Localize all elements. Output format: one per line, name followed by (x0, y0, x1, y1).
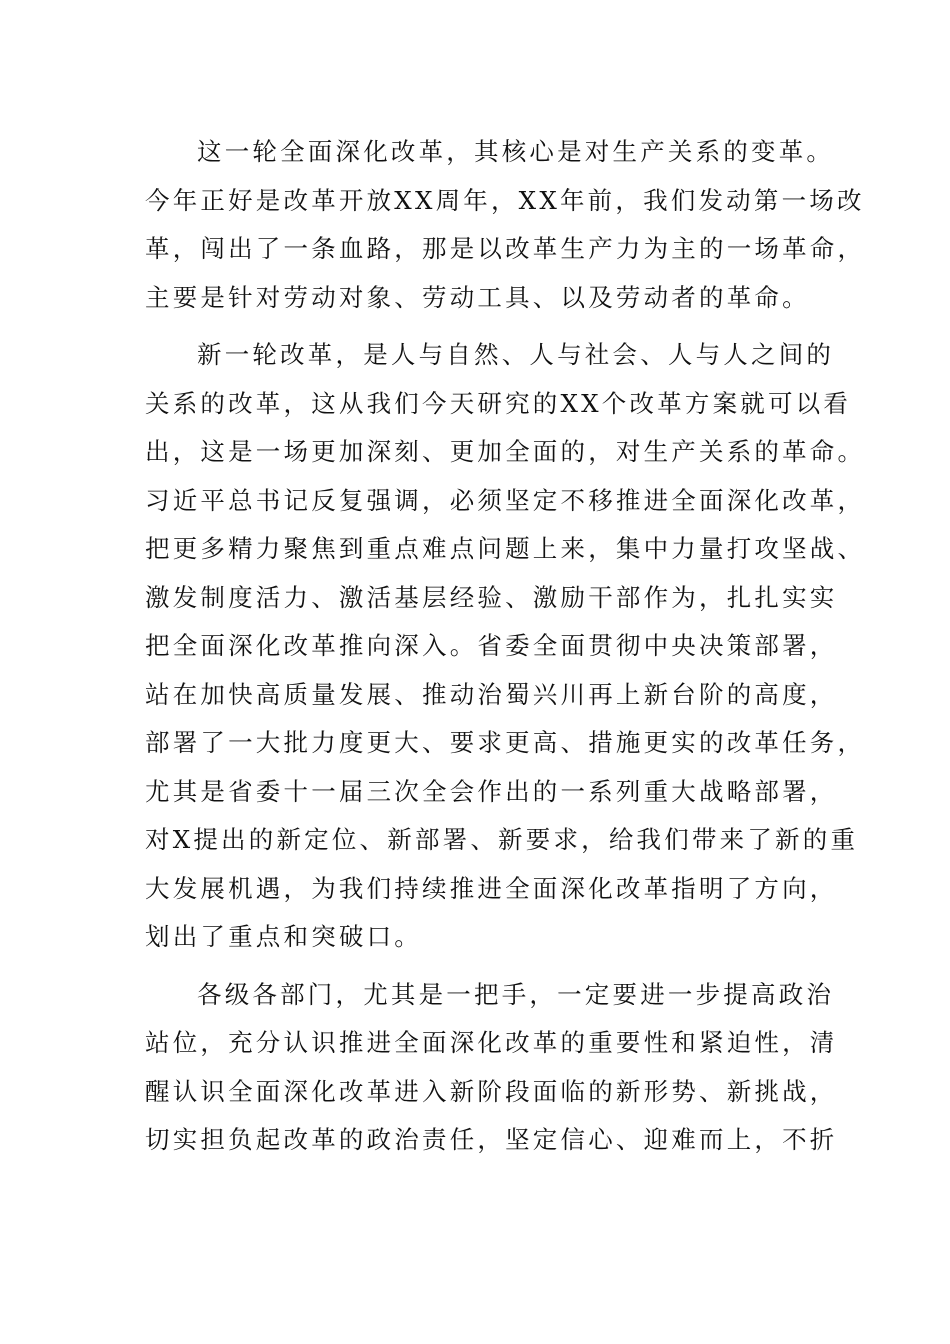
text-line: 把更多精力聚焦到重点难点问题上来，集中力量打攻坚战、 (145, 534, 866, 563)
text-line: 革，闯出了一条血路，那是以改革生产力为主的一场革命， (145, 234, 866, 263)
text-line: 主要是针对劳动对象、劳动工具、以及劳动者的革命。 (145, 282, 810, 312)
document-body (145, 128, 866, 1174)
text-line: 这一轮全面深化改革，其核心是对生产关系的变革。 (197, 137, 835, 166)
text-line: 部署了一大批力度更大、要求更高、措施更实的改革任务， (145, 728, 866, 757)
text-line: 站在加快高质量发展、推动治蜀兴川再上新台阶的高度， (145, 679, 838, 709)
text-line: 醒认识全面深化改革进入新阶段面临的新形势、新挑战， (145, 1076, 838, 1106)
text-line: 激发制度活力、激活基层经验、激励干部作为，扎扎实实 (145, 582, 838, 612)
paragraph-2 (145, 331, 866, 962)
text-line: 站位，充分认识推进全面深化改革的重要性和紧迫性，清 (145, 1028, 838, 1057)
text-line: 今年正好是改革开放XX周年，XX年前，我们发动第一场改 (145, 185, 865, 215)
text-line: 切实担负起改革的政治责任，坚定信心、迎难而上，不折 (145, 1125, 838, 1154)
text-line: 各级各部门，尤其是一把手，一定要进一步提高政治 (197, 979, 835, 1009)
paragraph-1 (145, 128, 866, 322)
paragraph-3 (145, 971, 838, 1165)
text-line: 新一轮改革，是人与自然、人与社会、人与人之间的 (197, 340, 835, 369)
text-line: 关系的改革，这从我们今天研究的XX个改革方案就可以看 (145, 388, 852, 418)
text-line: 尤其是省委十一届三次全会作出的一系列重大战略部署， (145, 776, 838, 806)
text-line: 出，这是一场更加深刻、更加全面的，对生产关系的革命。 (145, 437, 866, 466)
text-line: 大发展机遇，为我们持续推进全面深化改革指明了方向， (145, 873, 838, 903)
text-line: 对X提出的新定位、新部署、新要求，给我们带来了新的重 (145, 825, 859, 854)
text-line: 把全面深化改革推向深入。省委全面贯彻中央决策部署， (145, 631, 838, 660)
text-line: 习近平总书记反复强调，必须坚定不移推进全面深化改革， (145, 485, 866, 515)
text-line: 划出了重点和突破口。 (145, 922, 422, 951)
